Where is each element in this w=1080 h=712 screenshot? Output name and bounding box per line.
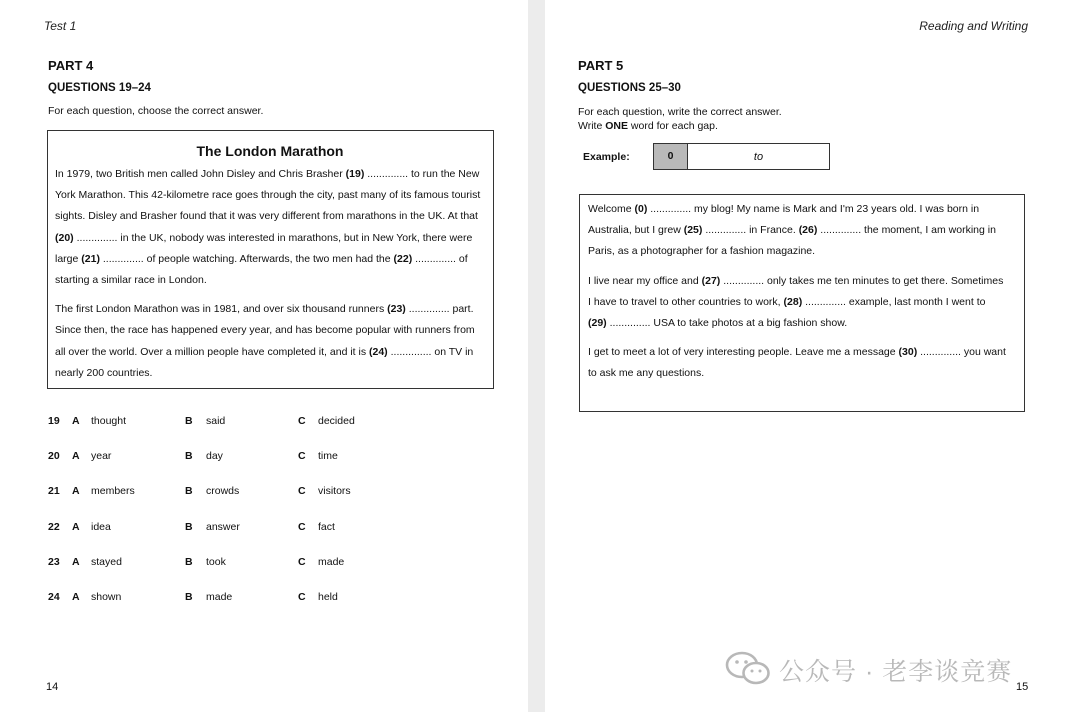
option-row [48, 415, 408, 429]
option-c: time [318, 450, 338, 463]
passage-line [55, 320, 485, 341]
option-c: visitors [318, 485, 351, 498]
passage-line [588, 342, 1016, 363]
option-letter-a: A [72, 591, 80, 603]
option-letter-b: B [185, 591, 193, 603]
passage-line [588, 241, 1016, 262]
passage-text: I have to travel to other countries to work, [588, 295, 784, 308]
passage-line [55, 299, 485, 320]
example-answer: to [753, 151, 764, 163]
example-row [578, 143, 838, 170]
passage-text: all over the world. Over a million people have completed it, and it is [55, 345, 369, 358]
passage-text: .............. of people watching. Afterwards, the two men had the [99, 252, 394, 265]
instruction-line-2: Write ONE word for each gap. [578, 120, 718, 132]
passage-text: .............. in the UK, nobody was interested in marathons, but in New York, there were [73, 231, 473, 244]
gap-number: (27) [701, 274, 721, 287]
option-letter-a: A [72, 415, 80, 427]
gap-number: (24) [369, 345, 388, 358]
question-number: 24 [48, 591, 60, 603]
watermark [725, 649, 1055, 689]
passage-box [47, 130, 494, 389]
passage-text: The first London Marathon was in 1981, and over six thousand runners [55, 303, 388, 316]
gap-number: (26) [798, 224, 818, 237]
option-row [48, 591, 408, 605]
passage-text: .............. to run the New [364, 168, 480, 180]
gap-number: (23) [387, 303, 406, 316]
instruction: For each question, choose the correct answer. [48, 105, 264, 117]
passage-line [55, 249, 485, 270]
option-letter-b: B [185, 450, 193, 463]
passage-line [55, 185, 485, 206]
passage-text: .............. only takes me ten minutes to get there. Sometimes [720, 274, 1004, 287]
option-letter-a: A [72, 555, 80, 568]
page-number: 15 [1016, 681, 1029, 693]
passage-text: I live near my office and [588, 274, 702, 287]
passage-text: In 1979, two British men called John Disley and Chris Brasher [55, 168, 346, 180]
passage-text: .............. part. [405, 303, 474, 316]
option-a: members [91, 485, 135, 498]
passage-title: The London Marathon [196, 143, 344, 159]
example-box [653, 143, 830, 170]
option-letter-b: B [185, 520, 193, 533]
page-number: 14 [46, 681, 59, 693]
gap-number: (22) [393, 252, 413, 265]
option-row [48, 450, 408, 464]
instruction [578, 105, 782, 133]
option-letter-b: B [185, 485, 193, 498]
passage-text: .............. you want [917, 346, 1006, 359]
option-b: made [206, 591, 233, 603]
passage-line [55, 270, 485, 291]
option-b: answer [206, 520, 240, 533]
option-c: decided [318, 415, 355, 427]
option-row [48, 521, 408, 535]
option-letter-c: C [298, 591, 306, 603]
option-c: held [318, 591, 338, 603]
passage-line [588, 292, 1016, 313]
gap-number: (21) [81, 252, 100, 265]
question-number: 20 [48, 450, 60, 463]
option-row [48, 485, 408, 499]
option-b: said [206, 415, 226, 427]
wechat-icon [725, 651, 771, 685]
instruction-line-1: For each question, write the correct answer. [578, 106, 782, 118]
passage-text: large [55, 252, 82, 265]
option-a: thought [91, 415, 127, 427]
option-c: fact [318, 520, 335, 533]
example-number: 0 [654, 144, 688, 169]
option-letter-a: A [72, 450, 80, 463]
gap-number: (20) [55, 231, 74, 244]
option-letter-c: C [298, 415, 306, 427]
option-letter-c: C [298, 485, 306, 498]
passage-body [55, 164, 485, 384]
passage-text: .............. of [412, 252, 468, 265]
paragraph-gap [588, 334, 1016, 342]
option-c: made [318, 555, 345, 568]
passage-text: sights. Disley and Brasher found that it was very different from marathons in the UK. At that [55, 210, 478, 223]
passage-box [579, 194, 1025, 412]
questions-heading: QUESTIONS 25–30 [578, 82, 681, 94]
passage-line [55, 363, 485, 384]
gap-number: (25) [683, 224, 703, 237]
option-letter-b: B [185, 415, 193, 427]
option-a: shown [91, 591, 122, 603]
passage-text: Welcome [588, 203, 635, 215]
option-a: year [91, 450, 112, 463]
option-letter-b: B [185, 555, 193, 568]
passage-text: .............. USA to take photos at a big fashion show. [606, 317, 848, 330]
option-a: stayed [91, 555, 122, 568]
gap-number: (0) [634, 203, 648, 215]
passage-line [588, 220, 1016, 241]
questions-heading: QUESTIONS 19–24 [48, 82, 151, 94]
option-a: idea [91, 520, 111, 533]
right-page [545, 0, 1080, 712]
paragraph-gap [55, 291, 485, 299]
passage-line [588, 313, 1016, 334]
passage-line [55, 206, 485, 227]
option-letter-c: C [298, 520, 306, 533]
passage-text: .............. my blog! My name is Mark and I'm 23 years old. I was born in [647, 203, 980, 215]
gap-number: (28) [783, 295, 803, 308]
running-head: Reading and Writing [919, 19, 1028, 33]
option-letter-a: A [72, 485, 80, 498]
passage-text: I get to meet a lot of very interesting people. Leave me a message [588, 346, 899, 359]
question-number: 19 [48, 415, 60, 427]
passage-text: .............. in France. [702, 224, 799, 237]
running-head: Test 1 [44, 19, 77, 33]
option-b: took [206, 555, 226, 568]
passage-line [588, 363, 1016, 384]
option-row [48, 556, 408, 570]
paragraph-gap [588, 263, 1016, 271]
part-heading: PART 4 [48, 58, 94, 73]
option-b: crowds [206, 485, 240, 498]
passage-text: starting a similar race in London. [55, 274, 207, 287]
question-number: 21 [48, 485, 60, 498]
passage-text: .............. the moment, I am working in [817, 224, 996, 237]
passage-text: Paris, as a photographer for a fashion magazine. [588, 245, 816, 258]
left-page [0, 0, 528, 712]
option-letter-c: C [298, 450, 306, 463]
passage-text: York Marathon. This 42-kilometre race goes through the city, past many of its famous tourist [55, 189, 481, 202]
passage-text: .............. example, last month I went to [802, 295, 986, 308]
option-letter-a: A [72, 520, 80, 533]
passage-text: Since then, the race has happened every year, and has become popular with runners from [55, 324, 475, 337]
passage-text: to ask me any questions. [588, 367, 705, 380]
gap-number: (29) [588, 317, 607, 330]
example-label: Example: [583, 151, 630, 163]
question-number: 22 [48, 520, 60, 533]
passage-line [588, 271, 1016, 292]
passage-line [55, 342, 485, 363]
passage-text: Australia, but I grew [588, 224, 684, 237]
passage-text: nearly 200 countries. [55, 366, 153, 379]
passage-line [55, 164, 485, 185]
question-number: 23 [48, 555, 60, 568]
passage-body [588, 199, 1016, 385]
watermark-text: 公众号 · 老李谈竞赛 [779, 658, 1013, 686]
gap-number: (19) [345, 168, 365, 180]
option-b: day [206, 450, 223, 463]
passage-text: .............. on TV in [387, 345, 474, 358]
passage-line [588, 199, 1016, 220]
gap-number: (30) [898, 346, 918, 359]
passage-line [55, 228, 485, 249]
option-letter-c: C [298, 555, 306, 568]
part-heading: PART 5 [578, 58, 624, 73]
